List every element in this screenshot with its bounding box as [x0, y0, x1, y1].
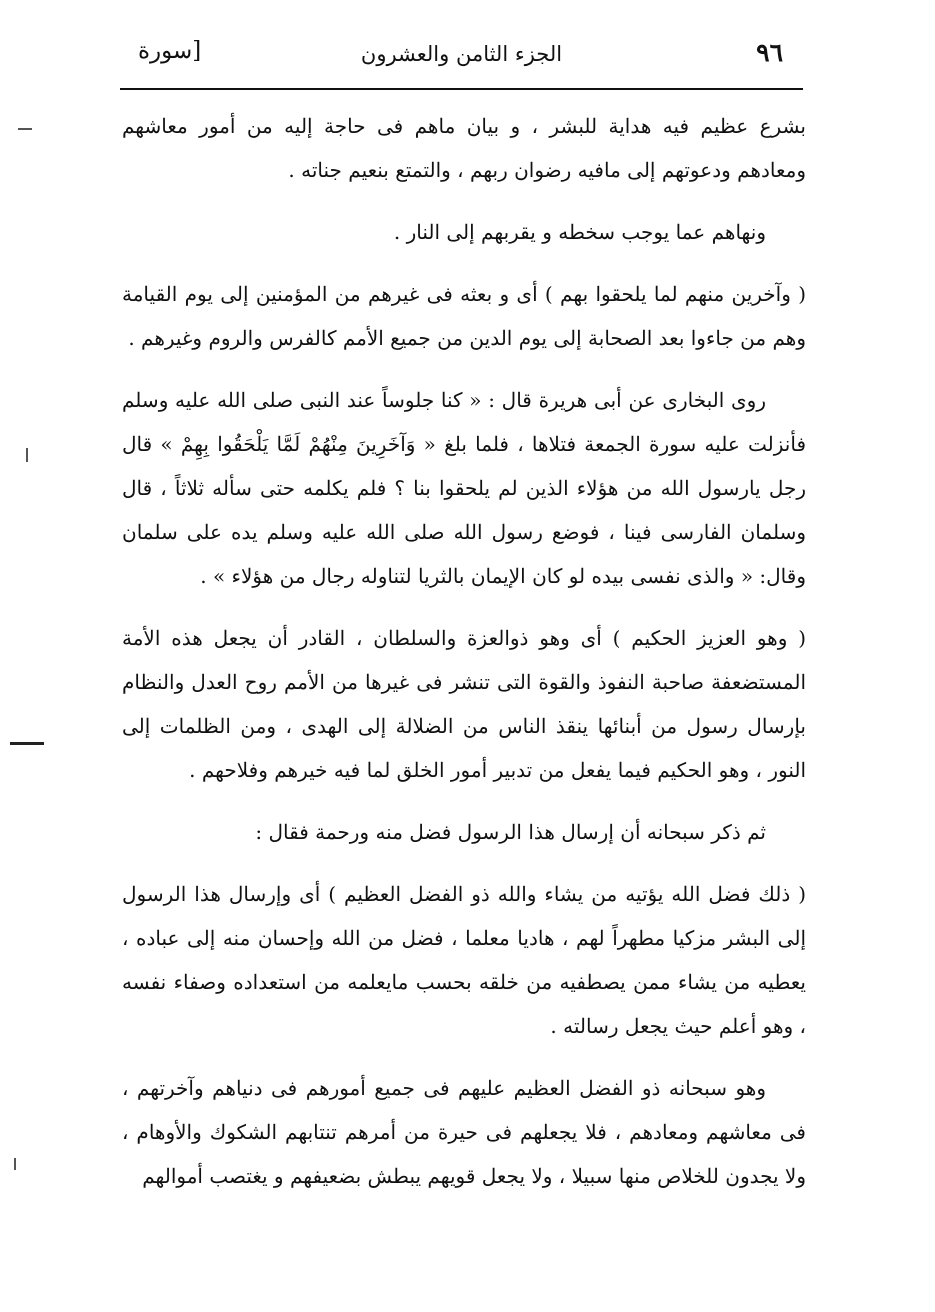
page-header	[120, 30, 803, 90]
running-title: الجزء الثامن والعشرون	[360, 42, 563, 66]
paragraph: ثم ذكر سبحانه أن إرسال هذا الرسول فضل منه ورحمة فقال :	[255, 820, 766, 844]
paragraph: روى البخارى عن أبى هريرة قال : « كنا جلوساً عند النبى صلى الله عليه وسلم فأنزلت عليه سورة الجمعة فتلاها ، فلما بلغ « وَآخَرِينَ مِنْهُمْ لَمَّا يَلْحَقُوا بِهِمْ » قال رجل يارسول الله من هؤلاء الذين لم يلحقوا بنا ؟ فلم يكلمه حتى سأله ثلاثاً ، قال وسلمان الفارسى فينا ، فوضع رسول الله صلى الله عليه وسلم يده على سلمان وقال: « والذى نفسى بيده لو كان الإيمان بالثريا لتناوله رجال من هؤلاء » .	[122, 388, 806, 588]
paragraph: ( وآخرين منهم لما يلحقوا بهم ) أى و بعثه فى غيرهم من المؤمنين إلى يوم القيامة وهم من جاءوا بعد الصحابة إلى يوم الدين من جميع الأمم كالفرس والروم وغيرهم .	[122, 282, 806, 350]
paragraph: بشرع عظيم فيه هداية للبشر ، و بيان ماهم فى حاجة إليه من أمور معاشهم ومعادهم ودعوتهم إلى مافيه رضوان ربهم ، والتمتع بنعيم جناته .	[122, 114, 806, 182]
page-number: ٩٦	[756, 38, 783, 67]
paragraph: وهو سبحانه ذو الفضل العظيم عليهم فى جميع أمورهم فى دنياهم وآخرتهم ، فى معاشهم ومعادهم ، فلا يجعلهم فى حيرة من أمرهم تنتابهم الشكوك والأوهام ، ولا يجدون للخلاص منها سبيلا ، ولا يجعل قويهم يبطش بضعيفهم و يغتصب أموالهم	[122, 1076, 806, 1188]
paragraph: ( ذلك فضل الله يؤتيه من يشاء والله ذو الفضل العظيم ) أى وإرسال هذا الرسول إلى البشر مزكيا مطهراً لهم ، هاديا معلما ، فضل من الله وإحسان منه إلى عباده ، يعطيه من يشاء ممن يصطفيه من خلقه بحسب مايعلمه من استعداده وصفاء نفسه ، وهو أعلم حيث يجعل رسالته .	[122, 882, 806, 1038]
paragraph: ونهاهم عما يوجب سخطه و يقربهم إلى النار .	[393, 220, 766, 244]
body-text	[122, 104, 806, 1216]
scan-speck	[18, 128, 32, 130]
header-rule	[120, 88, 803, 90]
surah-label: [سورة	[138, 38, 202, 64]
scan-speck	[14, 1158, 16, 1170]
scan-speck	[26, 448, 28, 462]
scan-speck	[10, 742, 44, 745]
paragraph: ( وهو العزيز الحكيم ) أى وهو ذوالعزة والسلطان ، القادر أن يجعل هذه الأمة المستضعفة صاحبة النفوذ والقوة التى تنشر فى غيرها من الأمم روح العدل والنظام بإرسال رسول من أبنائها ينقذ الناس من الضلالة إلى الهدى ، ومن الظلمات إلى النور ، وهو الحكيم فيما يفعل من تدبير أمور الخلق لما فيه خيرهم وفلاحهم .	[122, 626, 806, 782]
